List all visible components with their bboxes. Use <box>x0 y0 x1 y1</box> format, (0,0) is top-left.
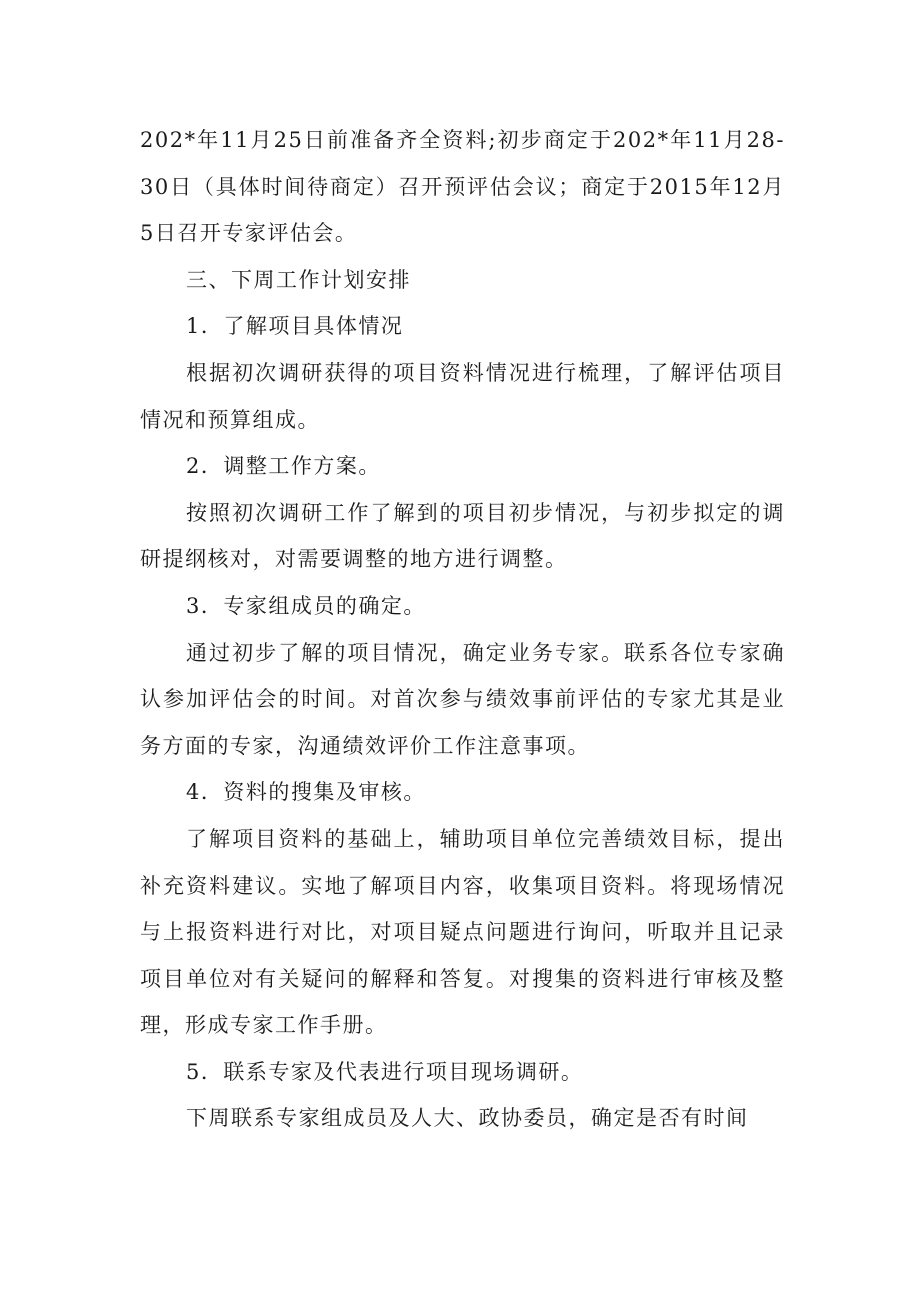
item-body-1: 根据初次调研获得的项目资料情况进行梳理，了解评估项目情况和预算组成。 <box>140 360 785 432</box>
item-body-3: 通过初步了解的项目情况，确定业务专家。联系各位专家确认参加评估会的时间。对首次参与绩效事前评估的专家尤其是业务方面的专家，沟通绩效评价工作注意事项。 <box>140 640 785 758</box>
section-heading-next-week-plan: 三、下周工作计划安排 <box>186 267 411 292</box>
item-body-2: 按照初次调研工作了解到的项目初步情况，与初步拟定的调研提纲核对，对需要调整的地方进行调整。 <box>140 500 785 572</box>
document-body <box>140 117 785 1142</box>
item-heading-3: 3．专家组成员的确定。 <box>186 593 426 618</box>
item-heading-1: 1．了解项目具体情况 <box>186 314 404 339</box>
item-body-4: 了解项目资料的基础上，辅助项目单位完善绩效目标，提出补充资料建议。实地了解项目内容，收集项目资料。将现场情况与上报资料进行对比，对项目疑点问题进行询问，听取并且记录项目单位对有关疑问的解释和答复。对搜集的资料进行审核及整理，形成专家工作手册。 <box>140 826 785 1038</box>
paragraph-schedule: 202*年11月25日前准备齐全资料;初步商定于202*年11月28-30日（具体时间待商定）召开预评估会议；商定于2015年12月5日召开专家评估会。 <box>140 128 785 246</box>
item-body-5: 下周联系专家组成员及人大、政协委员，确定是否有时间 <box>186 1106 749 1131</box>
item-heading-2: 2．调整工作方案。 <box>186 454 381 479</box>
item-heading-4: 4．资料的搜集及审核。 <box>186 780 426 805</box>
item-heading-5: 5．联系专家及代表进行项目现场调研。 <box>186 1059 584 1084</box>
